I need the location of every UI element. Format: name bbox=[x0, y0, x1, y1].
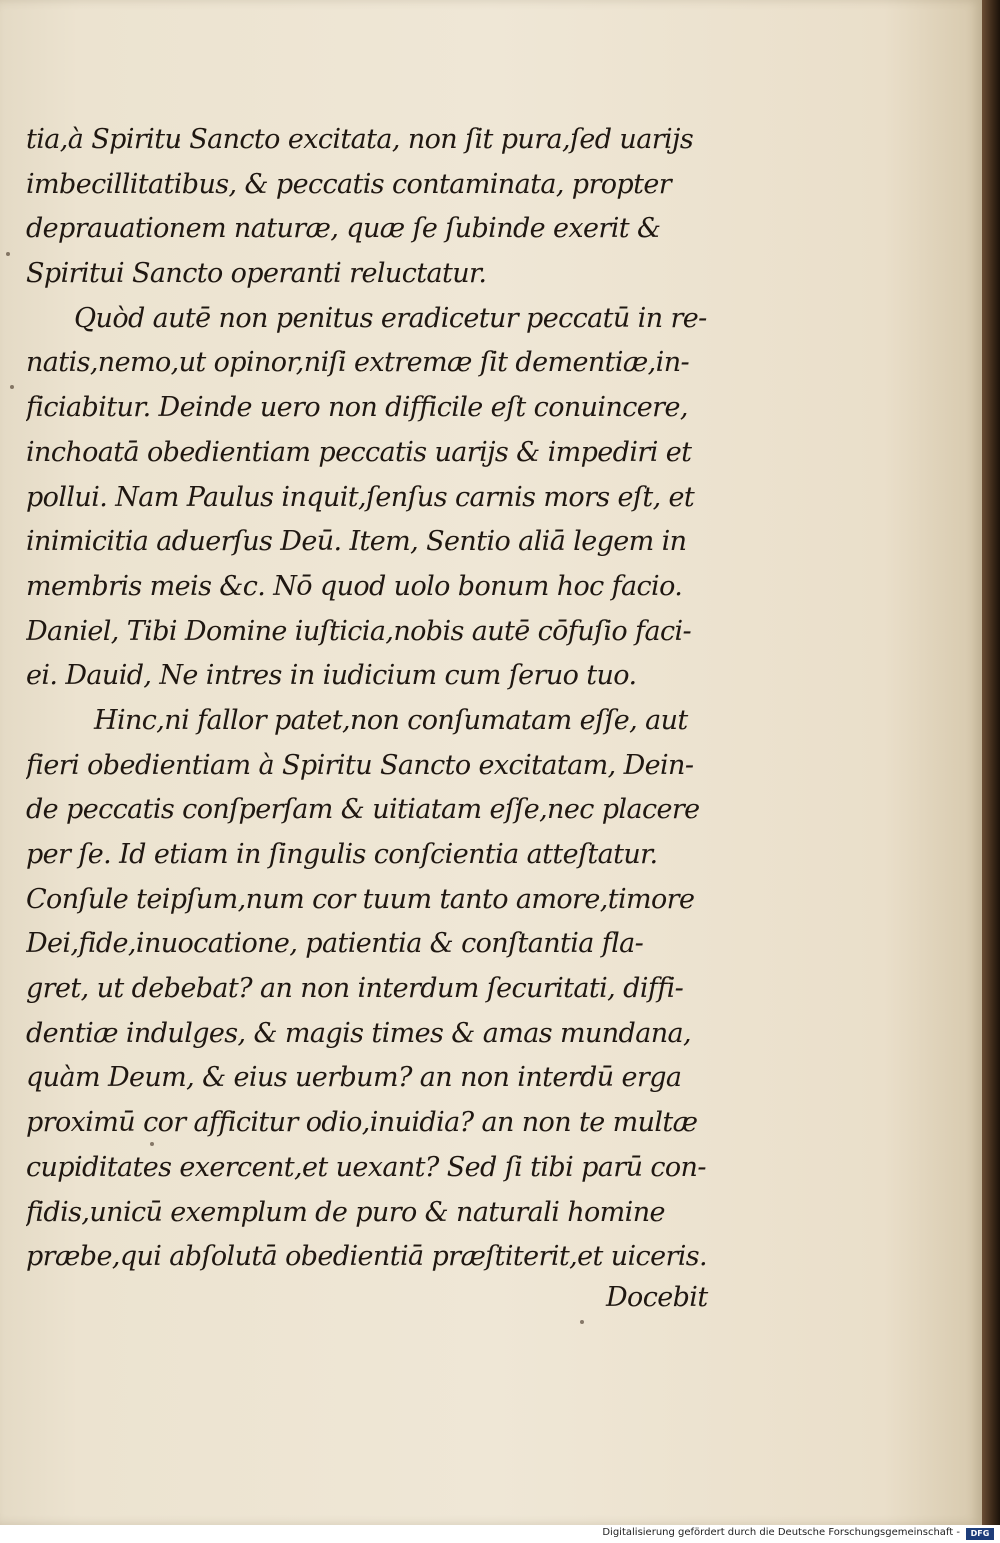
text-line: Spiritui Sancto operanti reluctatur. bbox=[26, 258, 487, 290]
text-line: dentiæ indulges, & magis times & amas mundana, bbox=[26, 1017, 691, 1049]
text-line: pollui. Nam Paulus inquit,ſenſus carnis mors eſt, et bbox=[26, 481, 695, 513]
text-line: Hinc,ni fallor patet,non conſumatam eſſe, aut bbox=[94, 704, 688, 736]
text-line: ficiabitur. Deinde uero non difficile eſt conuincere, bbox=[26, 392, 688, 424]
text-line: fidis,unicū exemplum de puro & naturali homine bbox=[26, 1196, 665, 1228]
text-line: per ſe. Id etiam in ſingulis conſcientia atteſtatur. bbox=[26, 839, 658, 870]
footer-bar bbox=[0, 1525, 1000, 1543]
text-line: inchoatā obedientiam peccatis uarijs & impediri et bbox=[26, 436, 692, 468]
text-line: Daniel, Tibi Domine iuſticia,nobis autē cōfuſio faci- bbox=[26, 615, 692, 647]
dfg-logo-icon: DFG bbox=[966, 1528, 994, 1540]
text-line: Dei,fide,inuocatione, patientia & conſtantia fla- bbox=[26, 928, 644, 960]
text-line: gret, ut debebat? an non interdum ſecuritati, diffi- bbox=[26, 973, 684, 1005]
ink-speck bbox=[6, 252, 10, 256]
text-line: imbecillitatibus, & peccatis contaminata, propter bbox=[26, 168, 672, 200]
text-line: deprauationem naturæ, quæ ſe ſubinde exerit & bbox=[26, 213, 661, 245]
text-line: fieri obedientiam à Spiritu Sancto excitatam, Dein- bbox=[26, 749, 694, 781]
text-line: quàm Deum, & eius uerbum? an non interdū erga bbox=[26, 1062, 682, 1094]
text-line: tia,à Spiritu Sancto excitata, non ſit pura,ſed uarijs bbox=[26, 124, 694, 155]
text-line: Conſule teipſum,num cor tuum tanto amore,timore bbox=[26, 883, 695, 915]
text-line: de peccatis conſperſam & uitiatam eſſe,nec placere bbox=[26, 794, 700, 826]
text-line: cupiditates exercent,et uexant? Sed ſi tibi parū con- bbox=[26, 1151, 706, 1183]
text-line: membris meis &c. Nō quod uolo bonum hoc facio. bbox=[26, 570, 683, 602]
text-line: inimicitia aduerſus Deū. Item, Sentio aliā legem in bbox=[26, 526, 687, 558]
text-line: natis,nemo,ut opinor,niſi extremæ ſit dementiæ,in- bbox=[26, 347, 690, 379]
text-line: proximū cor afficitur odio,inuidia? an non te multæ bbox=[26, 1107, 698, 1139]
text-line: Quòd autē non penitus eradicetur peccatū in re- bbox=[74, 302, 707, 334]
funding-credit: Digitalisierung gefördert durch die Deutsche Forschungsgemeinschaft - bbox=[602, 1527, 960, 1538]
ink-speck bbox=[580, 1320, 584, 1324]
book-binding-edge bbox=[982, 0, 1000, 1525]
text-line: ei. Dauid, Ne intres in iudicium cum ſeruo tuo. bbox=[26, 660, 637, 692]
catchword: Docebit bbox=[606, 1282, 708, 1313]
ink-speck bbox=[10, 385, 14, 389]
text-line: præbe,qui abſolutā obedientiā præſtiterit,et uiceris. bbox=[26, 1241, 708, 1273]
body-text bbox=[26, 118, 716, 1280]
